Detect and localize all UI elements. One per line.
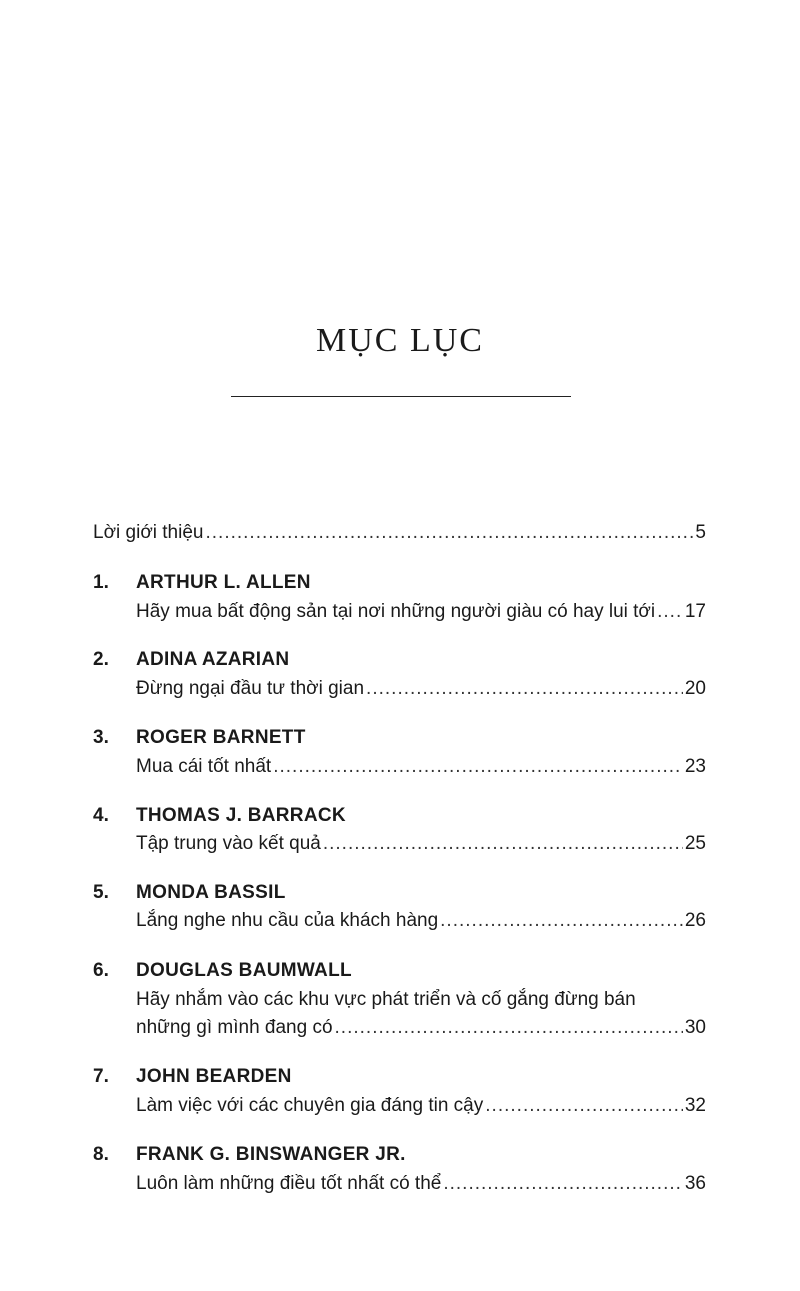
entry-author: ROGER BARNETT (136, 727, 306, 748)
entry-chapter: Làm việc với các chuyên gia đáng tin cậy (136, 1095, 484, 1116)
toc-intro[interactable] (93, 520, 706, 546)
entry-chapter: Hãy mua bất động sản tại nơi những người giàu có hay lui tới (136, 601, 656, 622)
title-divider (231, 396, 571, 397)
entry-page: 25 (684, 833, 706, 854)
toc-entry[interactable] (136, 1015, 706, 1041)
entry-chapter: Tập trung vào kết quả (136, 833, 321, 854)
dot-leader (323, 831, 683, 857)
entry-number: 4. (93, 805, 109, 826)
entry-chapter: Mua cái tốt nhất (136, 756, 272, 777)
dot-leader (273, 754, 683, 780)
toc-entry[interactable] (136, 676, 706, 702)
entry-chapter-line1[interactable]: Hãy nhắm vào các khu vực phát triển và cố gắng đừng bán (136, 989, 636, 1010)
entry-page: 20 (684, 678, 706, 699)
entry-number: 8. (93, 1144, 109, 1165)
entry-author: JOHN BEARDEN (136, 1066, 292, 1087)
entry-author: FRANK G. BINSWANGER JR. (136, 1144, 406, 1165)
dot-leader (443, 1171, 683, 1197)
entry-author: MONDA BASSIL (136, 882, 286, 903)
dot-leader (366, 676, 683, 702)
dot-leader (485, 1093, 683, 1119)
entry-number: 3. (93, 727, 109, 748)
entry-chapter: Lắng nghe nhu cầu của khách hàng (136, 910, 439, 931)
entry-page: 26 (684, 910, 706, 931)
entry-number: 5. (93, 882, 109, 903)
entry-author: ARTHUR L. ALLEN (136, 572, 311, 593)
entry-author: ADINA AZARIAN (136, 649, 290, 670)
toc-entry[interactable] (136, 908, 706, 934)
dot-leader (657, 599, 683, 625)
entry-page: 36 (684, 1173, 706, 1194)
page-title: MỤC LỤC (316, 322, 484, 359)
dot-leader (335, 1015, 683, 1041)
toc-entry[interactable] (136, 599, 706, 625)
toc-entry[interactable] (136, 754, 706, 780)
entry-number: 6. (93, 960, 109, 981)
entry-chapter: Luôn làm những điều tốt nhất có thể (136, 1173, 442, 1194)
entry-number: 1. (93, 572, 109, 593)
entry-page: 17 (684, 601, 706, 622)
entry-chapter: những gì mình đang có (136, 1017, 333, 1038)
entry-number: 7. (93, 1066, 109, 1087)
entry-page: 32 (684, 1095, 706, 1116)
entry-author: THOMAS J. BARRACK (136, 805, 346, 826)
entry-page: 30 (684, 1017, 706, 1038)
entry-author: DOUGLAS BAUMWALL (136, 960, 352, 981)
entry-number: 2. (93, 649, 109, 670)
intro-page: 5 (695, 522, 706, 543)
toc-entry[interactable] (136, 831, 706, 857)
intro-label: Lời giới thiệu (93, 522, 204, 543)
entry-page: 23 (684, 756, 706, 777)
dot-leader (440, 908, 683, 934)
entry-chapter: Đừng ngại đầu tư thời gian (136, 678, 365, 699)
dot-leader (205, 520, 693, 546)
toc-entry[interactable] (136, 1171, 706, 1197)
toc-entry[interactable] (136, 1093, 706, 1119)
